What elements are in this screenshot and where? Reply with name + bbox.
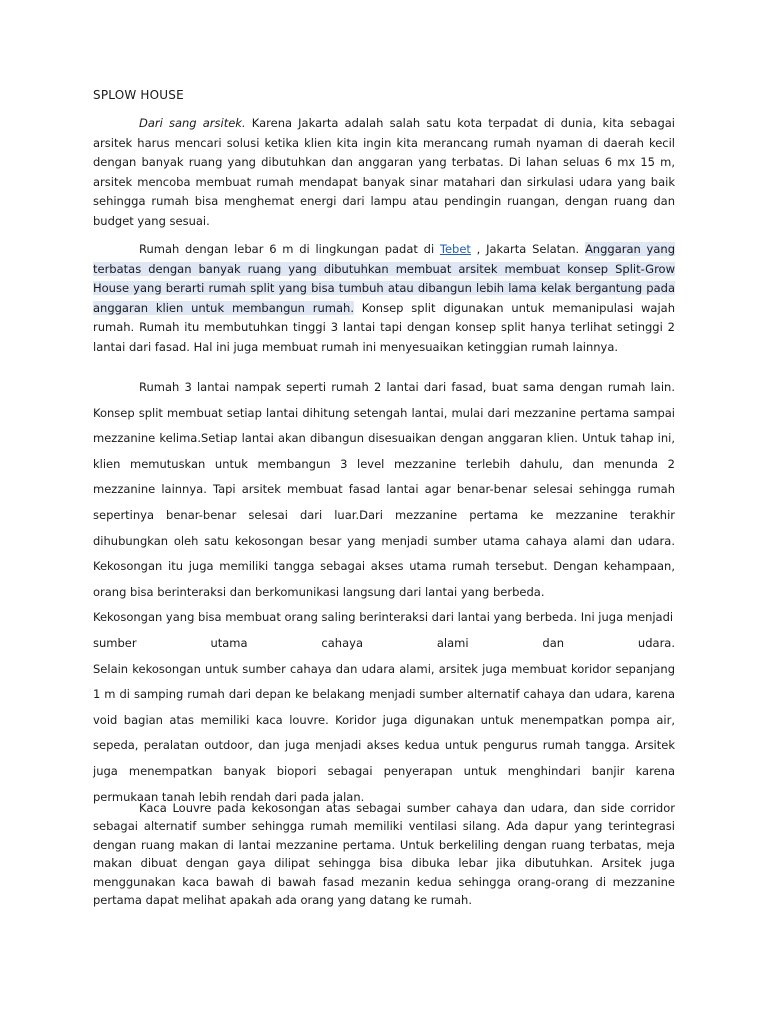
location-text-after-link: , Jakarta Selatan.	[470, 242, 585, 256]
tebet-link[interactable]: Tebet	[439, 242, 471, 256]
void-source-text: sumber utama cahaya alami dan udara.	[93, 635, 675, 650]
corridor-text: Selain kekosongan untuk sumber cahaya dan udara alami, arsitek juga membuat koridor sepanjang 1 m di samping rumah dari depan ke belakang menjadi sumber alternatif cahaya dan udara, karena void bagian atas memiliki kaca louvre. Koridor juga digunakan untuk menempatkan pompa air, sepeda, peralatan outdoor, dan juga menjadi akses kedua untuk pengurus rumah tangga. Arsitek juga menempatkan banyak biopori sebagai penyerapan untuk menghindari banjir karena permukaan tanah lebih rendah dari pada jalan.	[93, 661, 675, 804]
document-title: SPLOW HOUSE	[93, 88, 184, 102]
void-interaction-text: Kekosongan yang bisa membuat orang saling berinteraksi dari lantai yang berbeda. Ini juga menjadi	[93, 610, 674, 625]
intro-text: Karena Jakarta adalah salah satu kota terpadat di dunia, kita sebagai arsitek harus mencari solusi ketika klien kita ingin kita merancang rumah nyaman di daerah kecil dengan banyak ruang yang dibutuhkan dan anggaran yang terbatas. Di lahan seluas 6 mx 15 m, arsitek mencoba membuat rumah mendapat banyak sinar matahari dan sirkulasi udara yang baik sehingga rumah bisa menghemat energi dari lampu atau pendingin ruangan, dengan ruang dan budget yang sesuai.	[93, 116, 675, 228]
paragraph-louvre	[93, 799, 675, 909]
location-text-end: Konsep split digunakan untuk memanipulasi wajah rumah. Rumah itu membutuhkan tinggi 3 lantai tapi dengan konsep split hanya terlihat setinggi 2 lantai dari fasad. Hal ini juga membuat rumah ini menyesuaikan ketinggian rumah lainnya.	[93, 300, 676, 354]
highlighted-text[interactable]: Anggaran yang terbatas dengan banyak ruang yang dibutuhkan membuat arsitek membuat konsep Split-Grow House yang berarti rumah split yang bisa tumbuh atau dibangun lebih lama kelak bergantung pada anggaran klien untuk membangun rumah.	[93, 242, 675, 315]
paragraph-location	[93, 240, 675, 358]
louvre-text: Kaca Louvre pada kekosongan atas sebagai sumber cahaya dan udara, dan side corridor sebagai alternatif sumber sehingga rumah memiliki ventilasi silang. Ada dapur yang terintegrasi dengan ruang makan di lantai mezzanine pertama. Untuk berkeliling dengan ruang terbatas, meja makan dibuat dengan gaya dilipat sehingga bisa dibuka lebar jika dibutuhkan. Arsitek juga menggunakan kaca bawah di bawah fasad mezanin kedua sehingga orang-orang di mezzanine pertama dapat melihat apakah ada orang yang datang ke rumah.	[93, 801, 675, 908]
intro-italic-lead: Dari sang arsitek.	[139, 116, 246, 130]
split-concept-text	[93, 375, 675, 605]
location-text: Rumah dengan lebar 6 m di lingkungan padat di	[139, 242, 440, 256]
paragraph-split-concept	[93, 375, 675, 810]
split-concept-body: Rumah 3 lantai nampak seperti rumah 2 lantai dari fasad, buat sama dengan rumah lain. Konsep split membuat setiap lantai dihitung setengah lantai, mulai dari mezzanine pertama sampai mezzanine kelima.Setiap lantai akan dibangun disesuaikan dengan anggaran klien. Untuk tahap ini, klien memutuskan untuk membangun 3 level mezzanine terlebih dahulu, dan menunda 2 mezzanine lainnya. Tapi arsitek membuat fasad lantai agar benar-benar selesai sehingga rumah sepertinya benar-benar selesai dari luar.Dari mezzanine pertama ke mezzanine terakhir dihubungkan oleh satu kekosongan besar yang menjadi sumber utama cahaya alami dan udara. Kekosongan itu juga memiliki tangga sebagai akses utama rumah tersebut. Dengan kehampaan, orang bisa berinteraksi dan berkomunikasi langsung dari lantai yang berbeda.	[93, 380, 675, 599]
paragraph-intro	[93, 114, 675, 232]
